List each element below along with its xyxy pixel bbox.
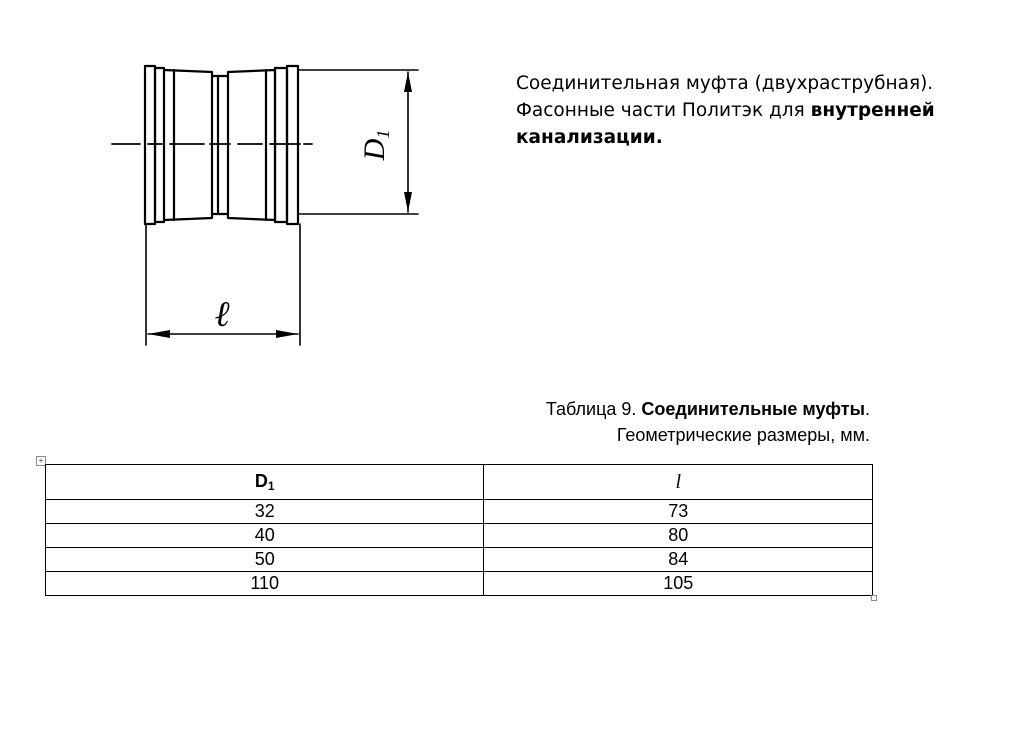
table-row [46,572,873,596]
center-neck [212,76,228,214]
table-caption: Таблица 9. Соединительные муфты. Геометрические размеры, мм. [545,399,870,445]
resize-icon[interactable] [871,595,877,601]
right-ring-outer [287,66,298,224]
diameter-label: D1 [358,129,393,161]
table-row [46,548,873,572]
cell-length[interactable]: 105 [484,572,873,596]
left-ring-inner [155,68,164,222]
table-row [46,524,873,548]
length-label: ℓ [214,294,230,334]
cell-length[interactable]: 80 [484,524,873,548]
cell-d1[interactable]: 50 [46,548,484,572]
table-header-row [46,465,873,500]
right-ring [275,68,287,222]
coupling-drawing [0,0,480,360]
cell-length[interactable]: 73 [484,500,873,524]
move-icon[interactable]: + [36,456,46,466]
cell-length[interactable]: 84 [484,548,873,572]
right-body [228,70,275,220]
header-d1[interactable]: $D_1$ [46,465,484,500]
cell-d1[interactable]: 110 [46,572,484,596]
heading-line-2: Фасонные части Политэк для внутренней [516,100,935,121]
page-heading [516,70,976,151]
left-body [164,70,212,220]
dimensions-table [45,464,873,596]
left-ring [145,66,155,224]
cell-d1[interactable]: 40 [46,524,484,548]
heading-line-1: Соединительная муфта (двухраструбная). [516,73,934,94]
heading-line-3: канализации. [516,127,663,148]
table-row [46,500,873,524]
cell-d1[interactable]: 32 [46,500,484,524]
header-length[interactable]: l [484,465,873,500]
